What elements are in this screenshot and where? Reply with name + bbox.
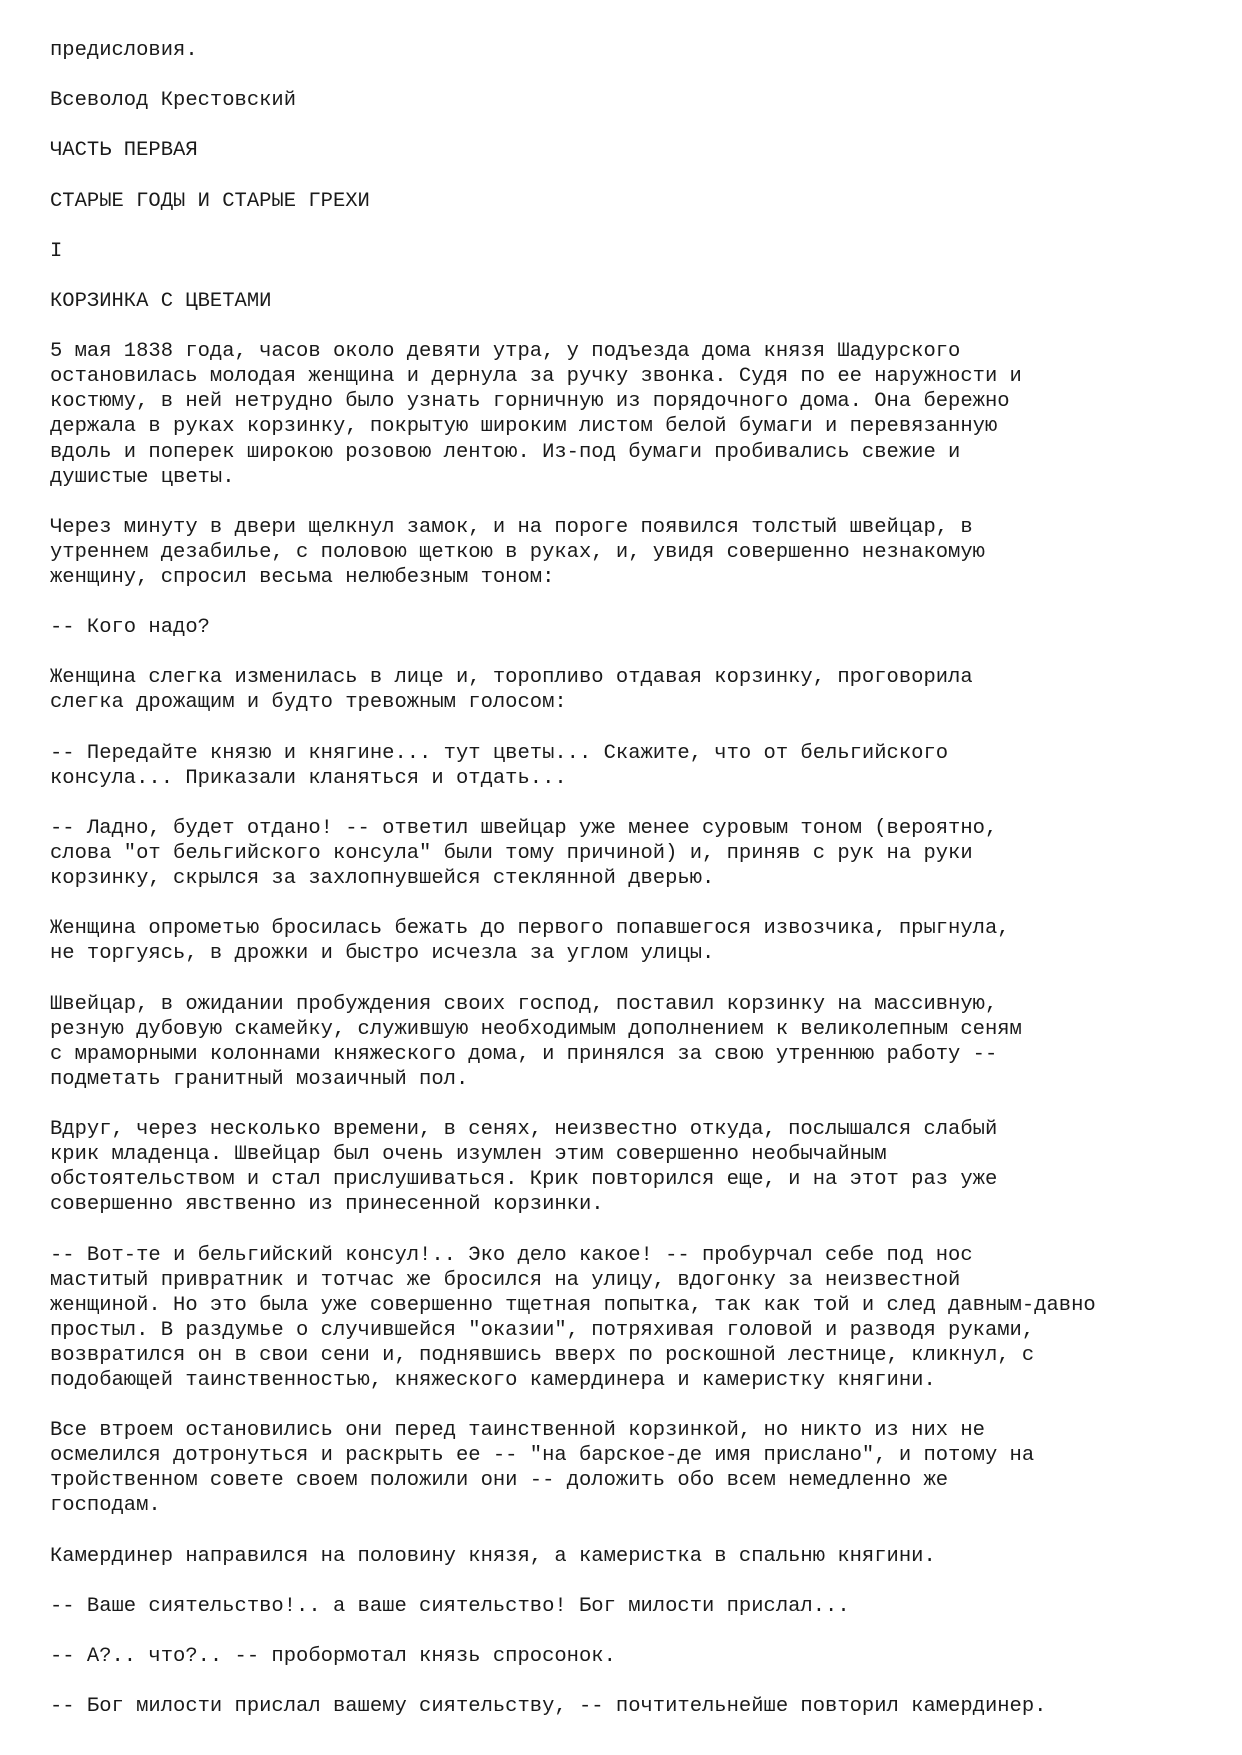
paragraph-15: -- Бог милости прислал вашему сиятельству, -- почтительнейше повторил камердинер.	[50, 1695, 1047, 1719]
paragraph-2: Через минуту в двери щелкнул замок, и на пороге появился толстый швейцар, в утреннем дезабилье, с половою щеткою в руках, и, увидя совершенно незнакомую женщину, спросил весьма нелюбезным тоном:	[50, 515, 985, 589]
author-name: Всеволод Крестовский	[50, 89, 297, 113]
paragraph-14: -- А?.. что?.. -- пробормотал князь спросонок.	[50, 1645, 616, 1668]
paragraph-4: Женщина слегка изменилась в лице и, торопливо отдавая корзинку, проговорила слегка дрожащим и будто тревожным голосом:	[50, 666, 973, 715]
chapter-number: I	[50, 239, 63, 263]
paragraph-10: -- Вот-те и бельгийский консул!.. Эко дело какое! -- пробурчал себе под нос маститый привратник и тотчас же бросился на улицу, вдогонку за неизвестной женщиной. Но это была уже совершенно тщетная попытка, так как той и след давным-давно простыл. В раздумье о случившейся "оказии", потряхивая головой и разводя руками, возвратился он в свои сени и, поднявшись вверх по роскошной лестнице, кликнул, с подобающей таинственностью, княжеского камердинера и камеристку княгини.	[50, 1243, 1096, 1392]
paragraph-1: 5 мая 1838 года, часов около девяти утра, у подъезда дома князя Шадурского остановилась молодая женщина и дернула за ручку звонка. Судя по ее наружности и костюму, в ней нетрудно было узнать горничную из порядочного дома. Она бережно держала в руках корзинку, покрытую широким листом белой бумаги и перевязанную вдоль и поперек широкою розовою лентою. Из-под бумаги пробивались свежие и душистые цветы.	[50, 340, 1022, 489]
paragraph-13: -- Ваше сиятельство!.. а ваше сиятельство! Бог милости прислал...	[50, 1594, 850, 1618]
paragraph-8: Швейцар, в ожидании пробуждения своих господ, поставил корзинку на массивную, резную дубовую скамейку, служившую необходимым дополнением к великолепным сеням с мраморными колоннами княжеского дома, и принялся за свою утреннюю работу -- подметать гранитный мозаичный пол.	[50, 992, 1022, 1091]
paragraph-7: Женщина опрометью бросилась бежать до первого попавшегося извозчика, прыгнула, не торгуясь, в дрожки и быстро исчезла за углом улицы.	[50, 917, 1010, 966]
paragraph-6: -- Ладно, будет отдано! -- ответил швейцар уже менее суровым тоном (вероятно, слова "от бельгийского консула" были тому причиной) и, приняв с рук на руки корзинку, скрылся за захлопнувшейся стеклянной дверью.	[50, 816, 998, 891]
document-page	[50, 38, 1220, 1744]
chapter-title: КОРЗИНКА С ЦВЕТАМИ	[50, 289, 272, 313]
intro-tail-line: предисловия.	[50, 39, 198, 62]
part-subheading: СТАРЫЕ ГОДЫ И СТАРЫЕ ГРЕХИ	[50, 189, 370, 213]
paragraph-12: Камердинер направился на половину князя, а камеристка в спальню княгини.	[50, 1544, 936, 1568]
paragraph-11: Все втроем остановились они перед таинственной корзинкой, но никто из них не осмелился дотронуться и раскрыть ее -- "на барское-де имя прислано", и потому на тройственном совете своем положили они -- доложить обо всем немедленно же господам.	[50, 1419, 1035, 1518]
part-heading: ЧАСТЬ ПЕРВАЯ	[50, 139, 198, 163]
paragraph-3: -- Кого надо?	[50, 616, 210, 640]
paragraph-9: Вдруг, через несколько времени, в сенях, неизвестно откуда, послышался слабый крик младенца. Швейцар был очень изумлен этим совершенно необычайным обстоятельством и стал прислушиваться. Крик повторился еще, и на этот раз уже совершенно явственно из принесенной корзинки.	[50, 1118, 998, 1217]
paragraph-5: -- Передайте князю и княгине... тут цветы... Скажите, что от бельгийского консула... Приказали кланяться и отдать...	[50, 741, 949, 790]
